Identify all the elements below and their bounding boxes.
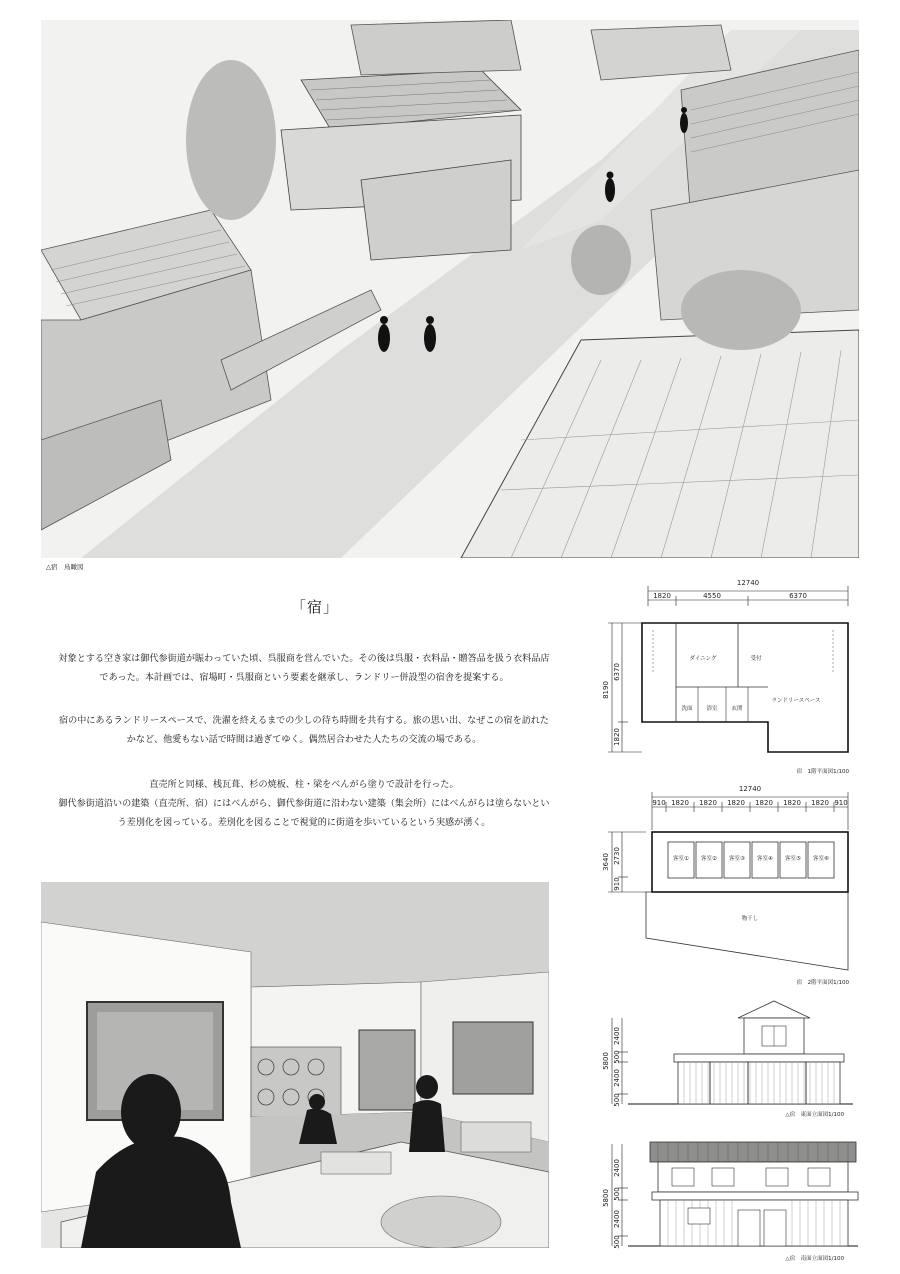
east-height-1: 2400 [613, 1027, 621, 1045]
plan1-caption: 宿 1階平面図1/100 [796, 769, 849, 775]
room-guest-3: 客室③ [729, 856, 745, 862]
aerial-perspective-drawing [41, 20, 859, 558]
south-total-height: 5800 [602, 1189, 610, 1207]
south-height-1: 2400 [613, 1159, 621, 1177]
plan2-depth-1: 2730 [613, 847, 621, 865]
plan2-width-1: 910 [652, 799, 666, 807]
plan2-total-depth: 3640 [602, 853, 610, 871]
room-guest-6: 客室⑥ [813, 856, 829, 862]
aerial-caption: △宿 鳥瞰図 [46, 563, 84, 571]
room-guest-2: 客室② [701, 856, 717, 862]
east-elevation-caption: △宿 東面立面図1/100 [785, 1112, 844, 1118]
plan2-width-3: 1820 [699, 799, 717, 807]
south-height-2: 500 [613, 1187, 621, 1201]
paragraph-3 [40, 776, 568, 833]
elevation-south [598, 1134, 888, 1264]
floor-plan-2f [598, 780, 888, 990]
south-height-4: 500 [613, 1235, 621, 1249]
east-height-3: 2400 [613, 1069, 621, 1087]
plan1-width-2: 4550 [703, 592, 721, 600]
south-elevation-caption: △宿 南面立面図1/100 [785, 1256, 844, 1262]
room-entrance: 玄関 [731, 706, 743, 712]
plan2-width-4: 1820 [727, 799, 745, 807]
plan1-width-3: 6370 [789, 592, 807, 600]
room-guest-5: 客室⑤ [785, 856, 801, 862]
east-total-height: 5800 [602, 1052, 610, 1070]
east-height-4: 500 [613, 1093, 621, 1107]
plan1-depth-1: 6370 [613, 663, 621, 681]
plan2-depth-2: 910 [613, 877, 621, 891]
room-bath: 浴室 [706, 706, 718, 712]
paragraph-line: 対象とする空き家は御代参街道が賑わっていた頃、呉服商を営んでいた。その後は呉服・衣料品・贈答品を扱う衣料品店 [58, 654, 550, 664]
room-reception: 受付 [750, 656, 762, 662]
paragraph-1 [40, 650, 568, 688]
plan2-width-5: 1820 [755, 799, 773, 807]
plan2-width-7: 1820 [811, 799, 829, 807]
paragraph-line: かなど、他愛もない話で時間は過ぎてゆく。偶然居合わせた人たちの交流の場である。 [126, 735, 482, 745]
plan2-width-8: 910 [834, 799, 848, 807]
room-guest-1: 客室① [673, 856, 689, 862]
elevation-east [598, 996, 888, 1122]
paragraph-line: 御代参街道沿いの建築（直売所、宿）にはべんがら、御代参街道に沿わない建築（集会所）にはべんがらは塗らないとい [58, 799, 550, 809]
paragraph-2 [40, 712, 568, 750]
room-dining: ダイニング [689, 656, 717, 662]
plan2-width-6: 1820 [783, 799, 801, 807]
plan1-total-depth: 8190 [602, 681, 610, 699]
plan2-total-width: 12740 [738, 785, 762, 793]
plan1-total-width: 12740 [736, 579, 760, 587]
plan2-caption: 宿 2階平面図1/100 [796, 980, 849, 986]
east-height-2: 500 [613, 1050, 621, 1064]
plan1-depth-2: 1820 [613, 728, 621, 746]
room-drying-balcony: 物干し [741, 916, 759, 922]
interior-perspective-drawing [41, 882, 549, 1248]
paragraph-line: であった。本計画では、宿場町・呉服商という要素を継承し、ランドリー併設型の宿舎を提案する。 [99, 673, 509, 683]
floor-plan-1f [598, 572, 888, 777]
room-laundry: ランドリースペース [771, 698, 821, 704]
plan2-width-2: 1820 [671, 799, 689, 807]
page-title: 「宿」 [290, 598, 339, 616]
plan1-width-1: 1820 [653, 592, 671, 600]
paragraph-line: う差別化を図っている。差別化を図ることで視覚的に街道を歩いているという実感が湧く。 [117, 818, 491, 828]
south-height-3: 2400 [613, 1210, 621, 1228]
room-washroom: 洗面 [681, 706, 693, 712]
paragraph-line: 宿の中にあるランドリースペースで、洗濯を終えるまでの少しの待ち時間を共有する。旅の思い出、なぜこの宿を訪れた [59, 716, 549, 726]
paragraph-line: 直売所と同様、桟瓦葺、杉の焼板、柱・梁をべんがら塗りで設計を行った。 [149, 780, 459, 790]
room-guest-4: 客室④ [757, 856, 773, 862]
